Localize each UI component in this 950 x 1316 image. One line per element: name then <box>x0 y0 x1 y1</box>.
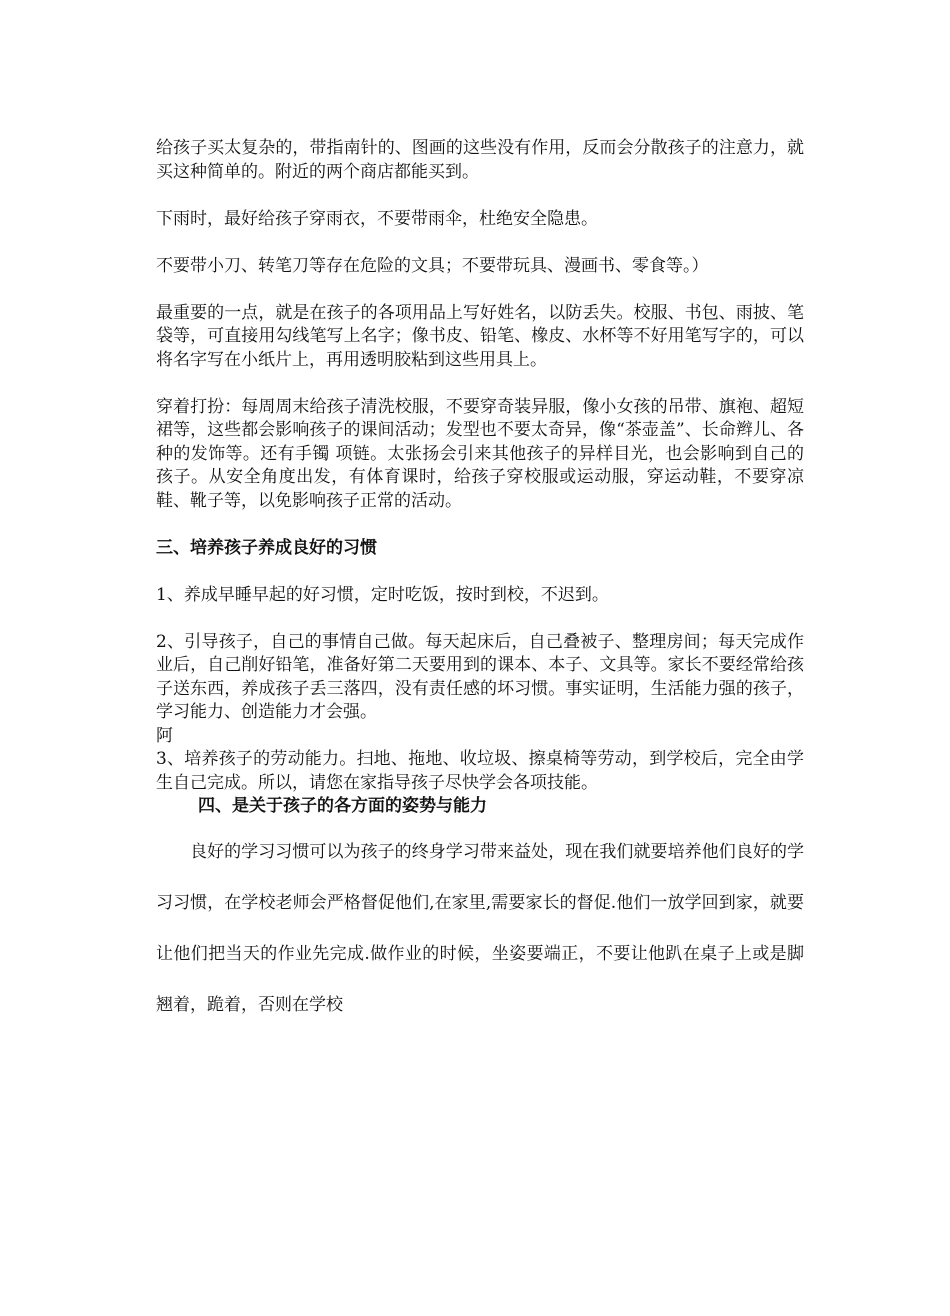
paragraph-clothing: 穿着打扮：每周周末给孩子清洗校服，不要穿奇装异服，像小女孩的吊带、旗袍、超短裙等，这些都会影响孩子的课间活动；发型也不要太奇异，像“茶壶盖”、长命辫儿、各种的发饰等。还有手镯 项链。太张扬会引来其他孩子的异样目光，也会影响到自己的孩子。从安全角度出发，有体育课时，给孩子穿校服或运动服，穿运动鞋，不要穿凉鞋、靴子等，以免影响孩子正常的活动。 <box>156 396 804 511</box>
document-body <box>156 137 804 1031</box>
paragraph-study-habits: 良好的学习习惯可以为孩子的终身学习带来益处，现在我们就要培养他们良好的学习习惯，在学校老师会严格督促他们,在家里,需要家长的督促.他们一放学回到家，就要让他们把当天的作业先完成.做作业的时候，坐姿要端正，不要让他趴在桌子上或是脚翘着，跪着，否则在学校 <box>156 841 804 1015</box>
paragraph-rain: 下雨时，最好给孩子穿雨衣，不要带雨伞，杜绝安全隐患。 <box>156 208 598 229</box>
paragraph-dangerous-items: 不要带小刀、转笔刀等存在危险的文具；不要带玩具、漫画书、零食等。） <box>156 255 709 276</box>
paragraph-name-labels: 最重要的一点，就是在孩子的各项用品上写好姓名，以防丢失。校服、书包、雨披、笔袋等，可直接用勾线笔写上名字；像书皮、铅笔、橡皮、水杯等不好用笔写字的，可以将名字写在小纸片上，再用透明胶粘到这些用具上。 <box>156 302 804 370</box>
list-item-sleep: 1、养成早睡早起的好习惯，定时吃饭，按时到校，不迟到。 <box>156 584 609 605</box>
section-heading-posture: 四、是关于孩子的各方面的姿势与能力 <box>198 796 487 816</box>
paragraph-pencil-case: 给孩子买太复杂的，带指南针的、图画的这些没有作用，反而会分散孩子的注意力，就买这种简单的。附近的两个商店都能买到。 <box>156 138 804 182</box>
list-item-labor: 3、培养孩子的劳动能力。扫地、拖地、收垃圾、擦桌椅等劳动，到学校后，完全由学生自己完成。所以，请您在家指导孩子尽快学会各项技能。 <box>156 749 804 793</box>
section-heading-habits: 三、培养孩子养成良好的习惯 <box>156 537 377 558</box>
stray-character: 阿 <box>156 725 173 746</box>
list-item-self-reliance: 2、引导孩子，自己的事情自己做。每天起床后，自己叠被子、整理房间；每天完成作业后，自己削好铅笔，准备好第二天要用到的课本、本子、文具等。家长不要经常给孩子送东西，养成孩子丢三落四，没有责任感的坏习惯。事实证明，生活能力强的孩子，学习能力、创造能力才会强。 <box>156 631 804 722</box>
